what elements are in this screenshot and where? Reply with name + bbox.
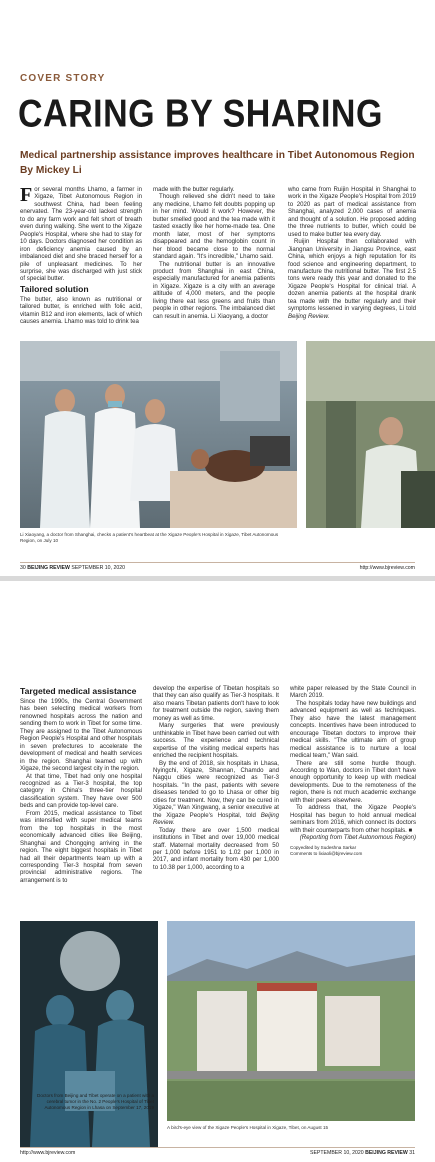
paragraph: The butter, also known as nutritional or tailored butter, is enriched with folic acid, vitamin B12 and iron elements, lack of which causes anemia. Lhamo was told to drink tea — [20, 295, 142, 326]
photo-caption-surgery: Doctors from Beijing and Tibet operate on a patient with a cerebral tumor in the No. 2 People's Hospital of Tibet Autonomous Region in Lhasa on September 17, 2019 — [37, 1093, 154, 1110]
headline: CARING BY SHARING — [18, 92, 383, 136]
reporting-credit: (Reporting from Tibet Autonomous Region) — [299, 834, 416, 842]
paragraph: white paper released by the State Council in March 2019. — [290, 685, 416, 700]
article-column-2 — [153, 685, 279, 871]
byline: By Mickey Li — [20, 165, 82, 176]
drop-cap: F — [20, 184, 33, 206]
deck: Medical partnership assistance improves healthcare in Tibet Autonomous Region — [20, 150, 415, 161]
page-number: 31 — [409, 1150, 415, 1156]
website-url[interactable]: http://www.bjreview.com — [20, 1150, 76, 1156]
photo-hospital-corridor — [306, 341, 435, 528]
article-column-1 — [20, 685, 142, 884]
page-footer-right — [310, 1150, 415, 1156]
paragraph: The hospitals today have new buildings and advanced equipment as well as techniques. They also have the latest management concepts. Incentives have been introduced to encourage Tibetan doctors to improve their medical skills. "The ultimate aim of group medical assistance is to nurture a local medical team," Wan said. — [290, 699, 416, 760]
section-label: COVER STORY — [20, 73, 106, 84]
footer-rule — [20, 562, 415, 563]
article-column-2 — [153, 186, 275, 320]
paragraph: To address that, the Xigaze People's Hospital has begun to hold annual medical seminars from 2016, which connect its doctors with their counterparts from other hospitals. ■ — [290, 804, 416, 834]
paragraph: Ruijin Hospital then collaborated with Jiangnan University in Jiangsu Province, east China, which enjoys a high reputation for its food science and engineering department, to manufacture the nutritional butter. The first 2.5 tons were ready this year and donated to the Xigaze People's Hospital for clinical trial. A dozen anemia patients at the hospital drank tea made with the butter regularly and their symptoms lessened in varying degrees, Li told Beijing Review. — [288, 238, 416, 320]
photo-hospital-aerial — [167, 921, 415, 1121]
issue-date: SEPTEMBER 10, 2020 — [310, 1150, 364, 1156]
paragraph: Though relieved she didn't need to take any medicine, Lhamo felt doubts popping up in her mind. Would it work? However, the butter smelled good and the tea made with it tasted exactly like her home-made tea. One month later, most of her symptoms disappeared and the hemoglobin count in her blood became close to the normal standard again. "It's incredible," Lhamo said. — [153, 193, 275, 261]
publication-name: BEIJING REVIEW — [27, 565, 70, 571]
photo-doctor-checking-patient — [20, 341, 297, 528]
photo-caption: Li Xiaoyang, a doctor from Shanghai, checks a patient's heartbeat at the Xigaze People's Hospital in Xigaze, Tibet Autonomous Region, on July 10 — [20, 532, 279, 543]
subhead-tailored-solution: Tailored solution — [20, 283, 89, 294]
article-column-1 — [20, 186, 142, 326]
paragraph: Since the 1990s, the Central Government has been selecting medical workers from renowned hospitals across the nation and sending them to work in Tibet for some time. They are assigned to the Tibet Autonomous Region People's Hospital and other hospitals in seven prefectures to accelerate the development of medical and health services in the region. Shanghai teamed up with Xigaze, the second largest city in the region. — [20, 698, 142, 773]
subhead-targeted-medical-assistance: Targeted medical assistance — [20, 686, 137, 696]
paragraph: The nutritional butter is an innovative product from Shanghai in east China, especially manufactured for anemia patients in Xigaze. Xigaze is a city with an average altitude of 4,000 meters, and the people living there eat less greens and fruits than people in other regions. The imbalanced diet can result in anemia. Li Xiaoyang, a doctor — [153, 260, 275, 320]
paragraph: There are still some hurdle though. According to Wan, doctors in Tibet don't have enough opportunity to keep up with medical developments. Due to the remoteness of the region, there is not much academic exchange with their peers elsewhere. — [290, 759, 416, 804]
page-footer-left — [20, 565, 125, 571]
article-column-3 — [288, 186, 416, 320]
magazine-page-31 — [0, 581, 435, 1162]
article-column-3 — [290, 685, 416, 857]
paragraph: At that time, Tibet had only one hospital recognized as a Tier-3 hospital, the top category in China's three-tier hospital classification system. They have over 500 beds and can provide top-level care. — [20, 772, 142, 810]
paragraph: Many surgeries that were previously unthinkable in Tibet have been carried out with success. The experience and technical expertise of the visiting medical experts has enriched the recipient hospitals. — [153, 722, 279, 760]
comments-email[interactable]: Comments to lixiaoli@bjreview.com — [290, 850, 363, 856]
paragraph: From 2015, medical assistance to Tibet was intensified with super medical teams from the top hospitals in the most economically advanced cities like Beijing, Shanghai and Chongqing arriving in the region. The eight biggest hospitals in Tibet had all their departments team up with a corresponding Tier-3 hospital from seven provincial administrative regions. The arrangement is to — [20, 809, 142, 884]
paragraph: For several months Lhamo, a farmer in Xigaze, Tibet Autonomous Region in southwest China, had been feeling enervated. The 23-year-old lacked strength to do any farm work and felt short of breath even during walking. She went to the Xigaze People's Hospital, where she had to stay for 10 days. Doctors diagnosed her condition as iron deficiency anemia caused by an imbalanced diet and she braced herself for a pile of unpleasant medicines. To her surprise, she was discharged with just stick of special butter. — [20, 184, 142, 283]
page-number: 30 — [20, 565, 26, 571]
paragraph: Today there are over 1,500 medical institutions in Tibet and over 19,000 medical staff. Maternal mortality decreased from 50 per 1,000 before 1951 to 1.02 per 1,000 in 2017, and infant mortality from 430 per 1,000 to 10.38 per 1,000, according to a — [153, 826, 279, 871]
footer-rule — [20, 1147, 415, 1148]
paragraph: develop the expertise of Tibetan hospitals so that they can also qualify as Tier-3 hospitals. It also means Tibetan patients don't have to look for treatment outside the region, saving them money as well as time. — [153, 685, 279, 722]
publication-name: BEIJING REVIEW — [365, 1150, 408, 1156]
paragraph: who came from Ruijin Hospital in Shanghai to work in the Xigaze People's Hospital from 2019 to 2020 as part of medical assistance from Shanghai, analyzed 2,000 cases of anemia and thought of a solution. He proposed adding the three nutrients to butter, which could be used to make butter tea every day. — [288, 186, 416, 238]
magazine-page-30 — [0, 0, 435, 576]
paragraph: By the end of 2018, six hospitals in Lhasa, Nyingchi, Xigaze, Shannan, Chamdo and Nagqu cities were recognized as Tier-3 hospitals. "In the past, patients with severe diseases tended to go to Lhasa or other big cities for treatment. Now, they can be cured in Xigaze," Wan Xingwang, a senior executive at the Xigaze People's Hospital, told Beijing Review. — [153, 759, 279, 827]
photo-caption-hospital: A bird's-eye view of the Xigaze People's Hospital in Xigaze, Tibet, on August 15 — [167, 1125, 329, 1130]
paragraph: made with the butter regularly. — [153, 186, 235, 193]
photo-surgery — [20, 921, 158, 1147]
copyedit-credit: Copyedited by Sudeshna Sarkar — [290, 844, 357, 850]
issue-date: SEPTEMBER 10, 2020 — [71, 565, 125, 571]
website-url[interactable]: http://www.bjreview.com — [359, 565, 415, 571]
